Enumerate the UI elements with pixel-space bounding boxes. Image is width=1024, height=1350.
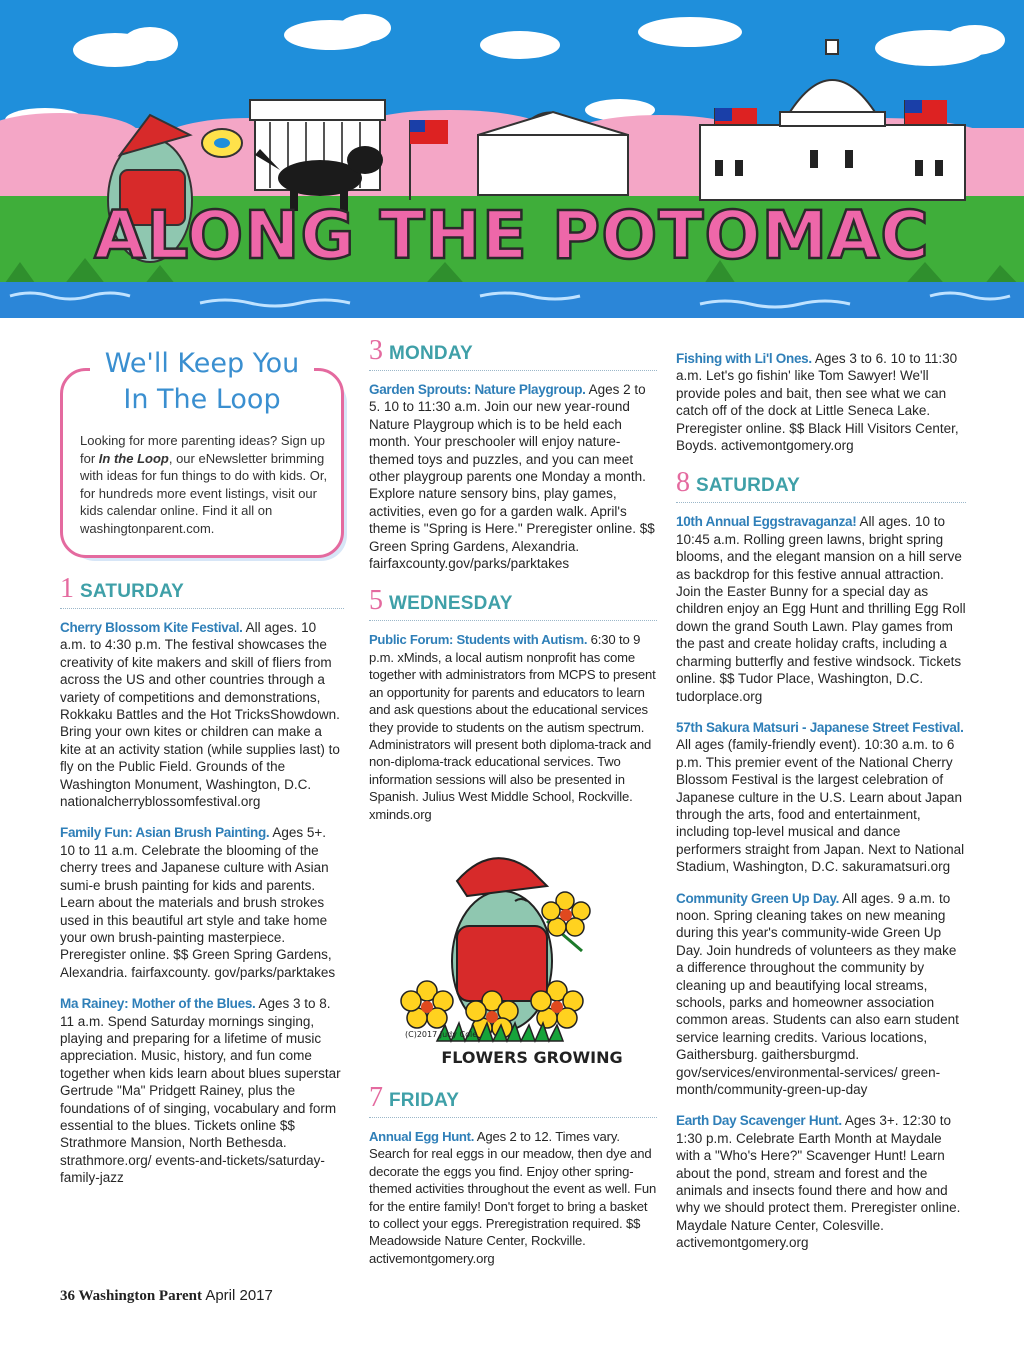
event-eggstravaganza: 10th Annual Eggstravaganza! All ages. 10 to 10:45 a.m. Rolling green lawns, bright spring blooms, and the elegant mansion on a hill serve as backdrop for this festive annual attraction. Join the Easter Bunny for a special day as children enjoy an Egg Hunt and thrilling Egg Roll down the grand South Lawn. Play games from the past and create holiday crafts, including a charming butterfly and festive windsock. Tickets online. $$ Tudor Place, Washington, D.C. tudorplace.org [676,514,966,704]
banner-illustration [0,0,1024,318]
cartoon-illustration [397,841,627,1071]
event-garden-sprouts: Garden Sprouts: Nature Playgroup. Ages 2 to 5. 10 to 11:30 a.m. Join our new year-round Nature Playgroup which is to be held each month. Your preschooler will enjoy nature-themed toys and puzzles, and you can meet other playgroup parents one Monday a month. Explore nature sensory bins, play games, activities, even go for a garden walk. April's theme is "Spring is Here." Preregister online. $$ Green Spring Gardens, Alexandria. fairfaxcounty.gov/parks/parktakes [369,382,655,572]
column-middle [369,336,657,1281]
column-right [676,336,966,1266]
day-heading-7: 7 FRIDAY [369,1083,657,1118]
header-banner [0,0,1024,318]
event-brush-painting: Family Fun: Asian Brush Painting. Ages 5+. 10 to 11 a.m. Celebrate the blooming of the cherry trees and Japanese culture with Asian sumi-e brush painting for kids and parents. Learn about the materials and brush strokes used in this beautiful art style and take home your own brush-painting masterpiece. Preregister online. $$ Green Spring Gardens, Alexandria. fairfaxcounty. gov/parks/parktakes [60,825,336,980]
day-heading-8: 8 SATURDAY [676,468,966,503]
page-footer [60,1287,273,1305]
event-fishing: Fishing with Li'l Ones. Ages 3 to 6. 10 to 11:30 a.m. Let's go fishin' like Tom Sawyer! We'll provide poles and bait, then see what we can catch off of the dock at Little Seneca Lake. Preregister online. $$ Black Hill Visitors Center, Boyds. activemontgomery.org [676,351,959,454]
day-heading-3: 3 MONDAY [369,336,657,371]
day-heading-1: 1 SATURDAY [60,574,344,609]
event-scavenger-hunt: Earth Day Scavenger Hunt. Ages 3+. 12:30 to 1:30 p.m. Celebrate Earth Month at Maydale with a "Who's Here?" Scavenger Hunt! Learn about the pond, stream and forest and the animals and insects found there and how and why we should protect them. Preregister online. Maydale Nature Center, Colesville. activemontgomery.org [676,1113,961,1251]
promo-title: We'll Keep You In The Loop [90,346,314,418]
footer-date: April 2017 [201,1287,273,1304]
cartoon-copyright: (C)2017 Judy Cole [405,1029,478,1039]
footer-page-publication: 36 Washington Parent [60,1288,202,1304]
event-green-up-day: Community Green Up Day. All ages. 9 a.m. to noon. Spring cleaning takes on new meaning during this year's community-wide Green Up Day. Join hundreds of volunteers as they make a difference throughout the community by cleaning up and beautifying local streams, schools, parks and homeowner association common areas. Students can also earn student service learning credits. Various locations, Gaithersburg. gaithersburgmd. gov/services/environmental-services/ green-month/community-green-up-day [676,890,959,1098]
day-heading-5: 5 WEDNESDAY [369,586,657,621]
event-kite-festival: Cherry Blossom Kite Festival. All ages. 10 a.m. to 4:30 p.m. The festival showcases the creativity of kite makers and skill of fliers from across the US and other countries through a variety of competitions and demonstrations, Rokkaku Battles and the Hot TricksShowdown. Bring your own kites or children can make a kite at an activity station (while supplies last) to fly on the Public Field. Grounds of the Washington Monument, Washington, D.C. nationalcherryblossomfestival.org [60,620,340,810]
cartoon-caption: FLOWERS GROWING [441,1047,623,1067]
newsletter-promo-box [60,340,344,560]
column-left [60,336,344,1201]
event-ma-rainey: Ma Rainey: Mother of the Blues. Ages 3 to 8. 11 a.m. Spend Saturday mornings singing, playing and preparing for a lifetime of music appreciation. Music, history, and fun come together when kids learn about blues superstar Gertrude "Ma" Pridgett Rainey, plus the foundations of of singing, vocabulary and form essential to the blues. Tickets online $$ Strathmore Mansion, North Bethesda. strathmore.org/ events-and-tickets/saturday-family-jazz [60,996,341,1186]
promo-text: Looking for more parenting ideas? Sign up for In the Loop, our eNewsletter brimming with ideas for fun things to do with kids. Or, for hundreds more event listings, visit our kids calendar online. Find it all on washingtonparent.com. [80,433,328,536]
flowers-growing-cartoon [397,841,627,1071]
banner-title: ALONG THE POTOMAC [94,197,930,274]
event-egg-hunt: Annual Egg Hunt. Ages 2 to 12. Times vary. Search for real eggs in our meadow, then dye and decorate the eggs you find. Enjoy other spring-themed activities throughout the event as well. Fun for the entire family! Don't forget to bring a basket to collect your eggs. Preregistration required. $$ Meadowside Nature Center, Rockville. activemontgomery.org [369,1128,657,1266]
event-autism-forum: Public Forum: Students with Autism. 6:30 to 9 p.m. xMinds, a local autism nonprofit has come together with administrators from MCPS to present an opportunity for parents and educators to learn and ask questions about the educational services they provide to students on the autism spectrum. Administrators will present both diploma-track and non-diploma-track educational services. Two information sessions will also be presented in Spanish. Julius West Middle School, Rockville. xminds.org [369,632,656,822]
event-sakura-matsuri: 57th Sakura Matsuri - Japanese Street Festival. All ages (family-friendly event). 10:30 a.m. to 6 p.m. This premier event of the National Cherry Blossom Festival is the largest celebration of Japanese culture in the U.S. Learn about Japan through the arts, food and entertainment, including top-level musical and dance performers straight from Japan. Next to National Stadium, Washington, D.C. sakuramatsuri.org [676,719,965,875]
